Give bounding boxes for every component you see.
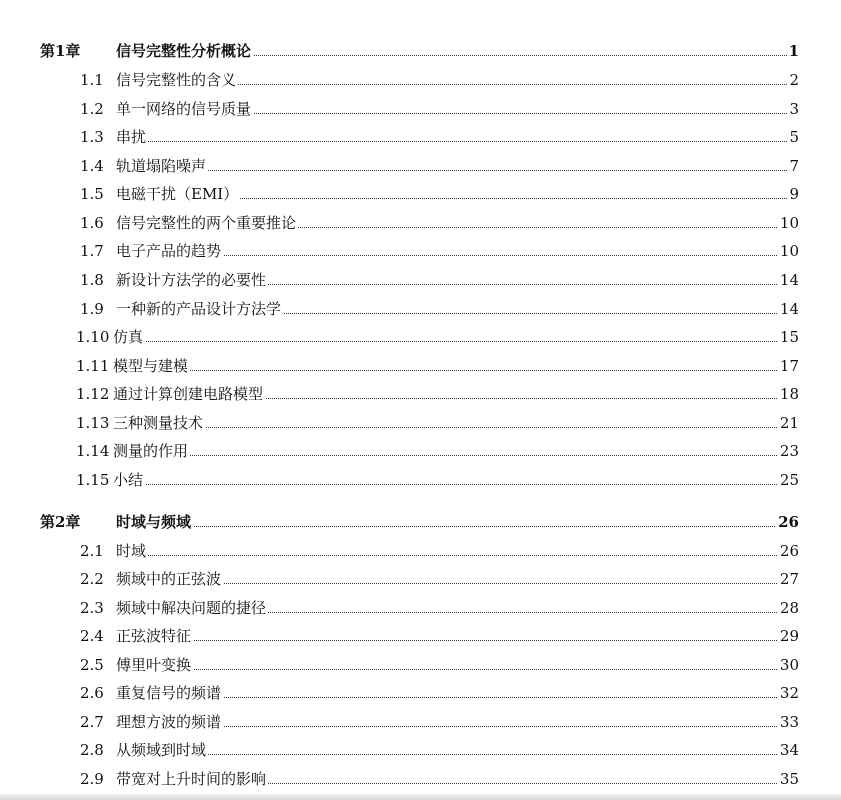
page-number: 15: [778, 324, 799, 350]
section-title: 信号完整性的含义: [116, 67, 238, 93]
section-number: 1.12: [76, 385, 110, 403]
toc-entry: [0, 210, 841, 236]
leader-dots: [116, 555, 789, 556]
section-title: 频域中解决问题的捷径: [116, 595, 268, 621]
page-number: 23: [778, 438, 799, 464]
toc-entry: [0, 153, 841, 179]
toc-entry: [0, 595, 841, 621]
leader-dots: [113, 341, 789, 342]
section-number: 1.11: [76, 357, 110, 375]
section-title: 一种新的产品设计方法学: [116, 296, 283, 322]
section-number: 2.3: [80, 599, 104, 617]
section-number: 2.8: [80, 741, 104, 759]
section-number: 2.7: [80, 713, 104, 731]
section-title: 三种测量技术: [113, 410, 205, 436]
section-number: 1.1: [80, 71, 104, 89]
section-title: 从频域到时域: [116, 737, 208, 763]
toc-entry: [0, 296, 841, 322]
page-number: 27: [778, 566, 799, 592]
toc-entry: [0, 467, 841, 493]
leader-dots: [116, 170, 789, 171]
toc-entry: [0, 267, 841, 293]
leader-dots: [116, 141, 789, 142]
page-number: 17: [778, 353, 799, 379]
section-title: 轨道塌陷噪声: [116, 153, 208, 179]
section-number: 1.15: [76, 471, 110, 489]
section-title: 时域: [116, 538, 148, 564]
leader-dots: [113, 427, 789, 428]
section-title: 正弦波特征: [116, 623, 193, 649]
section-number: 1.10: [76, 328, 110, 346]
toc-entry: [0, 737, 841, 763]
section-number: 1.3: [80, 128, 104, 146]
section-number: 2.6: [80, 684, 104, 702]
chapter-number: 第1章: [40, 42, 81, 60]
section-title: 傅里叶变换: [116, 652, 193, 678]
page-number: 25: [778, 467, 799, 493]
toc-entry: [0, 623, 841, 649]
toc-entry: [0, 381, 841, 407]
section-number: 2.4: [80, 627, 104, 645]
page-number: 18: [778, 381, 799, 407]
page-number: 35: [778, 766, 799, 792]
section-number: 2.2: [80, 570, 104, 588]
section-number: 1.4: [80, 157, 104, 175]
toc-entry: [0, 538, 841, 564]
section-title: 重复信号的频谱: [116, 680, 223, 706]
leader-dots: [116, 526, 789, 527]
page-number: 21: [778, 410, 799, 436]
page-number: 30: [778, 652, 799, 678]
chapter-title: 信号完整性分析概论: [116, 38, 253, 64]
toc-entry: [0, 652, 841, 678]
page-number: 10: [778, 238, 799, 264]
leader-dots: [116, 754, 789, 755]
leader-dots: [113, 370, 789, 371]
section-number: 1.5: [80, 185, 104, 203]
toc-entry: [0, 67, 841, 93]
section-title: 电磁干扰（EMI）: [116, 181, 240, 207]
section-title: 信号完整性的两个重要推论: [116, 210, 298, 236]
toc-entry: [0, 410, 841, 436]
page-number: 33: [778, 709, 799, 735]
section-number: 1.6: [80, 214, 104, 232]
section-number: 1.9: [80, 300, 104, 318]
toc-entry: [0, 238, 841, 264]
section-number: 1.8: [80, 271, 104, 289]
toc-chapter-1: [0, 38, 841, 64]
section-title: 测量的作用: [113, 438, 190, 464]
section-title: 电子产品的趋势: [116, 238, 223, 264]
toc-entry: [0, 96, 841, 122]
section-number: 1.14: [76, 442, 110, 460]
section-title: 新设计方法学的必要性: [116, 267, 268, 293]
page-number: 7: [787, 153, 799, 179]
page-number: 26: [778, 538, 799, 564]
page-number: 5: [787, 124, 799, 150]
toc-entry: [0, 566, 841, 592]
toc-entry: [0, 324, 841, 350]
page-number: 14: [778, 296, 799, 322]
section-title: 理想方波的频谱: [116, 709, 223, 735]
section-title: 模型与建模: [113, 353, 190, 379]
toc-entry: [0, 353, 841, 379]
toc-entry: [0, 124, 841, 150]
page-number: 14: [778, 267, 799, 293]
toc-entry: [0, 438, 841, 464]
section-title: 小结: [113, 467, 145, 493]
section-number: 1.2: [80, 100, 104, 118]
section-number: 2.1: [80, 542, 104, 560]
page-number: 26: [776, 509, 799, 535]
page-number: 10: [778, 210, 799, 236]
leader-dots: [113, 484, 789, 485]
section-number: 1.13: [76, 414, 110, 432]
chapter-title: 时域与频域: [116, 509, 193, 535]
page-number: 32: [778, 680, 799, 706]
page-number: 2: [787, 67, 799, 93]
section-number: 1.7: [80, 242, 104, 260]
section-title: 仿真: [113, 324, 145, 350]
page-number: 34: [778, 737, 799, 763]
section-title: 单一网络的信号质量: [116, 96, 253, 122]
page-number: 1: [787, 38, 799, 64]
section-title: 串扰: [116, 124, 148, 150]
page-number: 9: [787, 181, 799, 207]
leader-dots: [116, 669, 789, 670]
toc-entry: [0, 766, 841, 792]
section-title: 频域中的正弦波: [116, 566, 223, 592]
leader-dots: [113, 455, 789, 456]
leader-dots: [116, 640, 789, 641]
section-title: 通过计算创建电路模型: [113, 381, 265, 407]
page-number: 28: [778, 595, 799, 621]
toc-entry: [0, 709, 841, 735]
section-title: 带宽对上升时间的影响: [116, 766, 268, 792]
toc-chapter-2: [0, 509, 841, 535]
section-number: 2.5: [80, 656, 104, 674]
page-number: 29: [778, 623, 799, 649]
toc-entry: [0, 181, 841, 207]
toc-entry: [0, 680, 841, 706]
section-number: 2.9: [80, 770, 104, 788]
page-number: 3: [787, 96, 799, 122]
chapter-number: 第2章: [40, 513, 81, 531]
page-bottom-edge: [0, 794, 841, 800]
